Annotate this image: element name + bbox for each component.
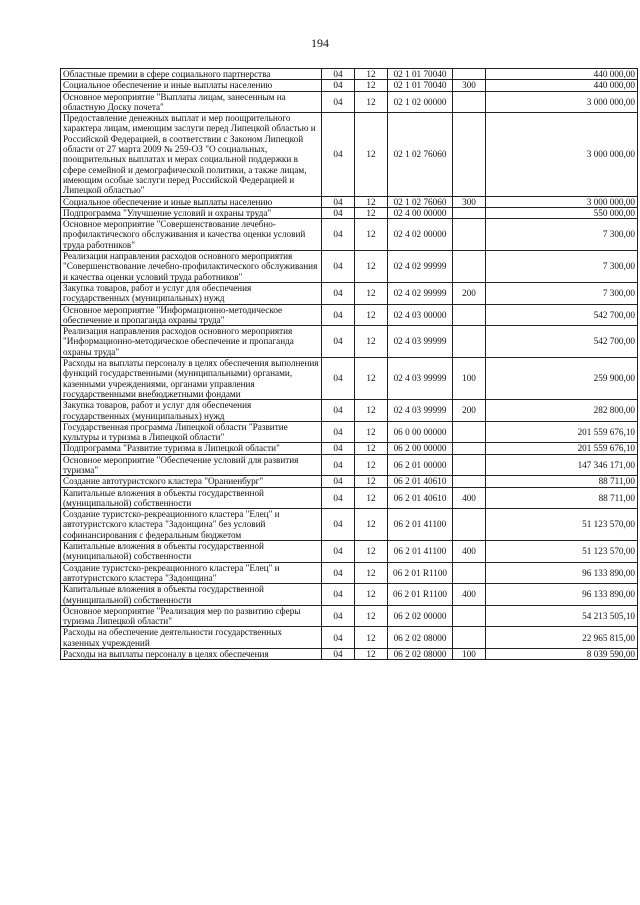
row-name-cell: Основное мероприятие "Информационно-методическое обеспечение и пропаганда охраны труда" (61, 304, 322, 326)
row-name-cell: Капитальные вложения в объекты государственной (муниципальной) собственности (61, 541, 322, 563)
row-article-cell: 06 2 01 40610 (388, 476, 453, 487)
row-amount-cell: 7 300,00 (486, 282, 638, 304)
row-name-cell: Создание туристско-рекреационного кластера "Елец" и автотуристского кластера "Задонщина" без условий софинансирования с федеральным бюджетом (61, 509, 322, 541)
row-expense-kind-cell (453, 69, 486, 80)
row-amount-cell: 3 000 000,00 (486, 196, 638, 207)
row-subsection-cell: 12 (355, 69, 388, 80)
row-amount-cell: 54 213 505,10 (486, 605, 638, 627)
table-row (61, 282, 638, 304)
row-subsection-cell: 12 (355, 207, 388, 218)
table-row (61, 605, 638, 627)
row-section-cell: 04 (322, 251, 355, 283)
row-expense-kind-cell (453, 219, 486, 251)
row-subsection-cell: 12 (355, 196, 388, 207)
row-expense-kind-cell (453, 443, 486, 454)
row-article-cell: 06 2 01 41100 (388, 509, 453, 541)
row-article-cell: 06 2 01 R1100 (388, 584, 453, 606)
row-section-cell: 04 (322, 476, 355, 487)
row-amount-cell: 22 965 815,00 (486, 627, 638, 649)
row-amount-cell: 51 123 570,00 (486, 541, 638, 563)
row-expense-kind-cell (453, 304, 486, 326)
table-row (61, 541, 638, 563)
row-name-cell: Социальное обеспечение и иные выплаты населению (61, 196, 322, 207)
row-expense-kind-cell (453, 627, 486, 649)
row-expense-kind-cell (453, 113, 486, 196)
row-name-cell: Основное мероприятие "Обеспечение условий для развития туризма" (61, 454, 322, 476)
row-subsection-cell: 12 (355, 627, 388, 649)
row-section-cell: 04 (322, 304, 355, 326)
table-row (61, 584, 638, 606)
row-expense-kind-cell: 400 (453, 541, 486, 563)
row-expense-kind-cell: 300 (453, 196, 486, 207)
table-row (61, 251, 638, 283)
row-article-cell: 06 2 01 41100 (388, 541, 453, 563)
row-subsection-cell: 12 (355, 509, 388, 541)
row-name-cell: Капитальные вложения в объекты государственной (муниципальной) собственности (61, 487, 322, 509)
row-article-cell: 02 4 02 00000 (388, 219, 453, 251)
row-subsection-cell: 12 (355, 326, 388, 358)
row-expense-kind-cell: 100 (453, 649, 486, 660)
row-section-cell: 04 (322, 627, 355, 649)
row-subsection-cell: 12 (355, 421, 388, 443)
row-amount-cell: 3 000 000,00 (486, 91, 638, 113)
row-article-cell: 02 4 03 99999 (388, 326, 453, 358)
row-subsection-cell: 12 (355, 400, 388, 422)
row-name-cell: Подпрограмма "Развитие туризма в Липецкой области" (61, 443, 322, 454)
row-section-cell: 04 (322, 326, 355, 358)
row-name-cell: Закупка товаров, работ и услуг для обеспечения государственных (муниципальных) нужд (61, 400, 322, 422)
row-section-cell: 04 (322, 541, 355, 563)
row-article-cell: 06 2 01 00000 (388, 454, 453, 476)
row-section-cell: 04 (322, 649, 355, 660)
row-section-cell: 04 (322, 80, 355, 91)
row-subsection-cell: 12 (355, 454, 388, 476)
row-name-cell: Создание туристско-рекреационного кластера "Елец" и автотуристского кластера "Задонщина" (61, 562, 322, 584)
row-amount-cell: 8 039 590,00 (486, 649, 638, 660)
row-expense-kind-cell (453, 476, 486, 487)
row-amount-cell: 147 346 171,00 (486, 454, 638, 476)
row-name-cell: Основное мероприятие "Совершенствование лечебно-профилактического обслуживания и качества оценки условий труда работников" (61, 219, 322, 251)
row-subsection-cell: 12 (355, 487, 388, 509)
row-expense-kind-cell (453, 207, 486, 218)
row-article-cell: 02 1 01 70040 (388, 80, 453, 91)
row-section-cell: 04 (322, 196, 355, 207)
row-article-cell: 02 4 02 99999 (388, 251, 453, 283)
row-name-cell: Расходы на выплаты персоналу в целях обеспечения (61, 649, 322, 660)
table-row (61, 196, 638, 207)
row-subsection-cell: 12 (355, 541, 388, 563)
table-row (61, 207, 638, 218)
row-expense-kind-cell: 200 (453, 282, 486, 304)
row-amount-cell: 88 711,00 (486, 487, 638, 509)
row-subsection-cell: 12 (355, 605, 388, 627)
row-article-cell: 02 4 03 99999 (388, 400, 453, 422)
row-article-cell: 06 2 02 08000 (388, 627, 453, 649)
row-subsection-cell: 12 (355, 219, 388, 251)
row-name-cell: Предоставление денежных выплат и мер поощрительного характера лицам, имеющим заслуги перед Липецкой областью и Российской Федерацией, в соответствии с Законом Липецкой области от 27 марта 2009 № 259-ОЗ "О социальных, поощрительных выплатах и мерах социальной поддержки в сфере семейной и демографической политики, а также лицам, имеющим особые заслуги перед Российской Федерацией и Липецкой областью" (61, 113, 322, 196)
table-row (61, 487, 638, 509)
table-row (61, 454, 638, 476)
row-expense-kind-cell: 100 (453, 358, 486, 400)
row-subsection-cell: 12 (355, 113, 388, 196)
row-section-cell: 04 (322, 454, 355, 476)
row-name-cell: Социальное обеспечение и иные выплаты населению (61, 80, 322, 91)
row-name-cell: Реализация направления расходов основного мероприятия "Информационно-методическое обеспечение и пропаганда охраны труда" (61, 326, 322, 358)
row-section-cell: 04 (322, 605, 355, 627)
row-amount-cell: 96 133 890,00 (486, 562, 638, 584)
row-section-cell: 04 (322, 69, 355, 80)
table-row (61, 400, 638, 422)
row-subsection-cell: 12 (355, 358, 388, 400)
row-article-cell: 02 4 00 00000 (388, 207, 453, 218)
row-name-cell: Подпрограмма "Улучшение условий и охраны труда" (61, 207, 322, 218)
row-name-cell: Государственная программа Липецкой области "Развитие культуры и туризма в Липецкой области" (61, 421, 322, 443)
row-amount-cell: 542 700,00 (486, 304, 638, 326)
table-row (61, 113, 638, 196)
row-amount-cell: 88 711,00 (486, 476, 638, 487)
row-amount-cell: 7 300,00 (486, 219, 638, 251)
row-amount-cell: 96 133 890,00 (486, 584, 638, 606)
row-article-cell: 06 2 02 00000 (388, 605, 453, 627)
table-row (61, 443, 638, 454)
row-subsection-cell: 12 (355, 282, 388, 304)
row-section-cell: 04 (322, 584, 355, 606)
row-section-cell: 04 (322, 562, 355, 584)
row-subsection-cell: 12 (355, 584, 388, 606)
row-section-cell: 04 (322, 219, 355, 251)
row-article-cell: 02 4 03 00000 (388, 304, 453, 326)
row-article-cell: 02 1 02 00000 (388, 91, 453, 113)
row-name-cell: Закупка товаров, работ и услуг для обеспечения государственных (муниципальных) нужд (61, 282, 322, 304)
row-section-cell: 04 (322, 421, 355, 443)
row-article-cell: 06 2 02 08000 (388, 649, 453, 660)
row-article-cell: 06 2 00 00000 (388, 443, 453, 454)
row-article-cell: 06 2 01 R1100 (388, 562, 453, 584)
row-subsection-cell: 12 (355, 562, 388, 584)
row-section-cell: 04 (322, 487, 355, 509)
row-article-cell: 02 4 03 99999 (388, 358, 453, 400)
row-article-cell: 02 1 02 76060 (388, 113, 453, 196)
row-article-cell: 02 1 01 70040 (388, 69, 453, 80)
row-name-cell: Создание автотуристского кластера "Ораниенбург" (61, 476, 322, 487)
row-subsection-cell: 12 (355, 251, 388, 283)
table-row (61, 509, 638, 541)
row-expense-kind-cell: 400 (453, 584, 486, 606)
row-expense-kind-cell: 300 (453, 80, 486, 91)
row-section-cell: 04 (322, 282, 355, 304)
row-name-cell: Расходы на обеспечение деятельности государственных казенных учреждений (61, 627, 322, 649)
row-amount-cell: 542 700,00 (486, 326, 638, 358)
table-row (61, 476, 638, 487)
budget-table (60, 68, 638, 660)
row-section-cell: 04 (322, 509, 355, 541)
row-amount-cell: 259 900,00 (486, 358, 638, 400)
table-row (61, 421, 638, 443)
table-row (61, 358, 638, 400)
row-section-cell: 04 (322, 443, 355, 454)
row-article-cell: 02 4 02 99999 (388, 282, 453, 304)
row-name-cell: Капитальные вложения в объекты государственной (муниципальной) собственности (61, 584, 322, 606)
budget-table-body (61, 69, 638, 660)
row-expense-kind-cell: 400 (453, 487, 486, 509)
row-article-cell: 06 2 01 40610 (388, 487, 453, 509)
row-expense-kind-cell (453, 251, 486, 283)
row-article-cell: 06 0 00 00000 (388, 421, 453, 443)
table-row (61, 649, 638, 660)
row-subsection-cell: 12 (355, 304, 388, 326)
row-expense-kind-cell: 200 (453, 400, 486, 422)
row-section-cell: 04 (322, 207, 355, 218)
row-article-cell: 02 1 02 76060 (388, 196, 453, 207)
row-subsection-cell: 12 (355, 649, 388, 660)
row-expense-kind-cell (453, 326, 486, 358)
row-expense-kind-cell (453, 421, 486, 443)
row-subsection-cell: 12 (355, 476, 388, 487)
row-expense-kind-cell (453, 454, 486, 476)
row-amount-cell: 440 000,00 (486, 80, 638, 91)
row-name-cell: Расходы на выплаты персоналу в целях обеспечения выполнения функций государственными (муниципальными) органами, казенными учреждениями, органами управления государственными внебюджетными фондами (61, 358, 322, 400)
row-name-cell: Основное мероприятие "Реализация мер по развитию сферы туризма Липецкой области" (61, 605, 322, 627)
row-section-cell: 04 (322, 358, 355, 400)
row-section-cell: 04 (322, 113, 355, 196)
page-number: 194 (311, 36, 329, 50)
row-section-cell: 04 (322, 91, 355, 113)
table-row (61, 69, 638, 80)
row-expense-kind-cell (453, 605, 486, 627)
table-row (61, 562, 638, 584)
row-amount-cell: 282 800,00 (486, 400, 638, 422)
row-expense-kind-cell (453, 509, 486, 541)
row-name-cell: Основное мероприятие "Выплаты лицам, занесенным на областную Доску почета" (61, 91, 322, 113)
row-amount-cell: 440 000,00 (486, 69, 638, 80)
row-amount-cell: 550 000,00 (486, 207, 638, 218)
row-amount-cell: 7 300,00 (486, 251, 638, 283)
table-row (61, 304, 638, 326)
row-amount-cell: 3 000 000,00 (486, 113, 638, 196)
row-amount-cell: 201 559 676,10 (486, 443, 638, 454)
table-row (61, 326, 638, 358)
row-expense-kind-cell (453, 562, 486, 584)
row-amount-cell: 201 559 676,10 (486, 421, 638, 443)
row-section-cell: 04 (322, 400, 355, 422)
table-row (61, 91, 638, 113)
table-row (61, 219, 638, 251)
row-amount-cell: 51 123 570,00 (486, 509, 638, 541)
row-expense-kind-cell (453, 91, 486, 113)
row-subsection-cell: 12 (355, 80, 388, 91)
table-row (61, 627, 638, 649)
row-name-cell: Реализация направления расходов основного мероприятия "Совершенствование лечебно-профилактического обслуживания и качества оценки условий труда работников" (61, 251, 322, 283)
table-row (61, 80, 638, 91)
row-subsection-cell: 12 (355, 91, 388, 113)
row-name-cell: Областные премии в сфере социального партнерства (61, 69, 322, 80)
row-subsection-cell: 12 (355, 443, 388, 454)
